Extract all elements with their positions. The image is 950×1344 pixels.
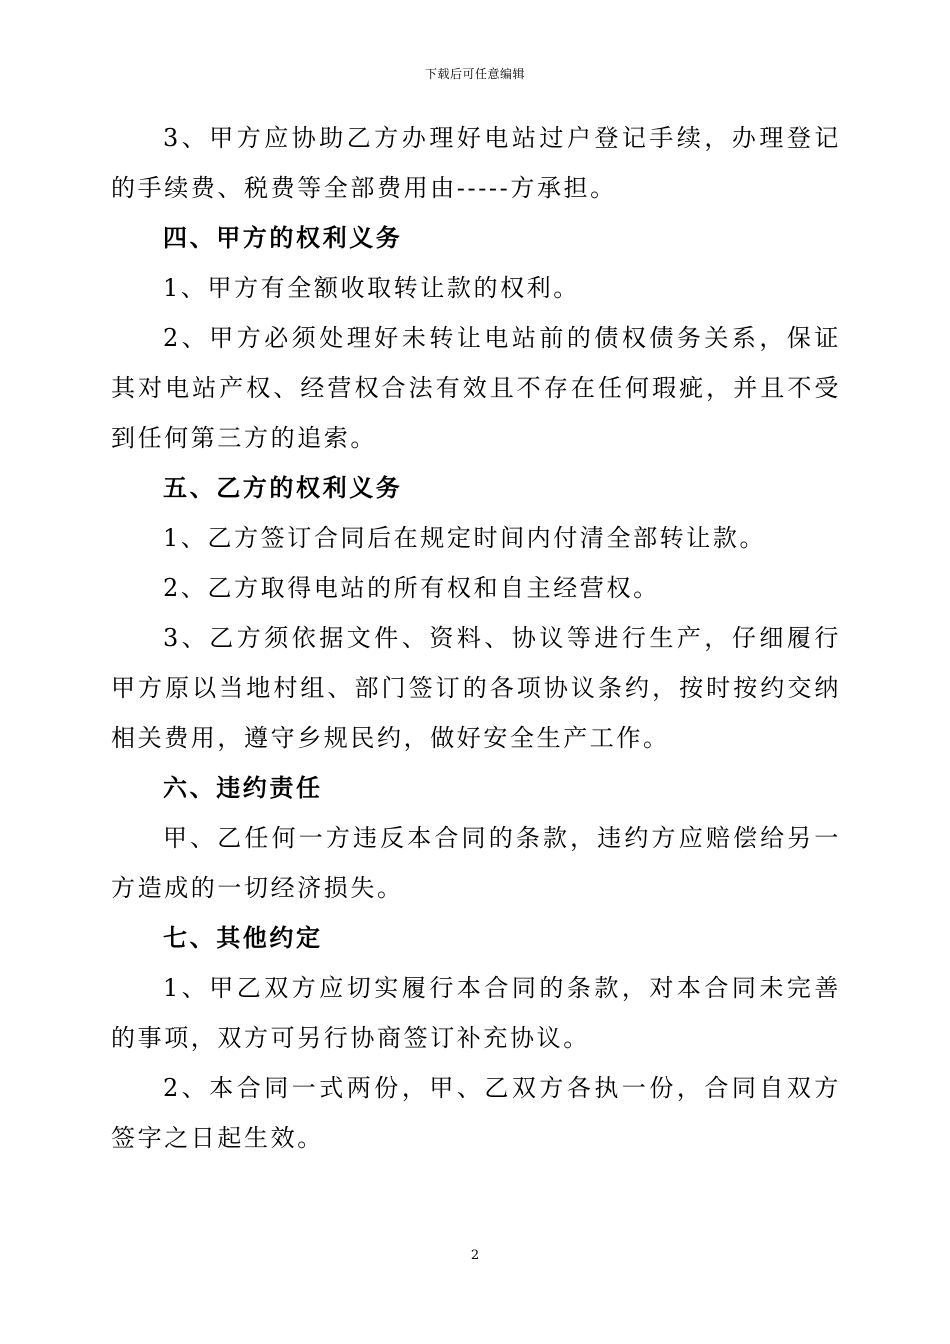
clause-party-a-1: 1、甲方有全额收取转让款的权利。 xyxy=(163,274,580,302)
clause-party-b-1: 1、乙方签订合同后在规定时间内付清全部转让款。 xyxy=(163,524,767,552)
clause-3-transfer-registration: 3、甲方应协助乙方办理好电站过户登记手续，办理登记的手续费、税费等全部费用由-----方承担。 xyxy=(111,124,841,202)
clause-party-a-2: 2、甲方必须处理好未转让电站前的债权债务关系，保证其对电站产权、经营权合法有效且不存在任何瑕疵，并且不受到任何第三方的追索。 xyxy=(111,324,841,452)
clause-party-b-2: 2、乙方取得电站的所有权和自主经营权。 xyxy=(163,574,660,602)
section-heading-breach-liability: 六、违约责任 xyxy=(163,773,323,802)
page-header: 下载后可任意编辑 xyxy=(424,67,525,81)
clause-other-1: 1、甲乙双方应切实履行本合同的条款，对本合同未完善的事项，双方可另行协商签订补充协议。 xyxy=(111,974,841,1052)
clause-party-b-3: 3、乙方须依据文件、资料、协议等进行生产，仔细履行甲方原以当地村组、部门签订的各项协议条约，按时按约交纳相关费用，遵守乡规民约，做好安全生产工作。 xyxy=(111,624,841,752)
section-heading-party-b-rights: 五、乙方的权利义务 xyxy=(163,473,403,502)
document-body xyxy=(111,113,841,1163)
page-number: 2 xyxy=(470,1248,480,1263)
section-heading-other-agreements: 七、其他约定 xyxy=(163,923,323,952)
section-heading-party-a-rights: 四、甲方的权利义务 xyxy=(163,223,403,252)
clause-other-2: 2、本合同一式两份，甲、乙双方各执一份，合同自双方签字之日起生效。 xyxy=(111,1074,841,1152)
clause-breach: 甲、乙任何一方违反本合同的条款，违约方应赔偿给另一方造成的一切经济损失。 xyxy=(111,824,841,902)
